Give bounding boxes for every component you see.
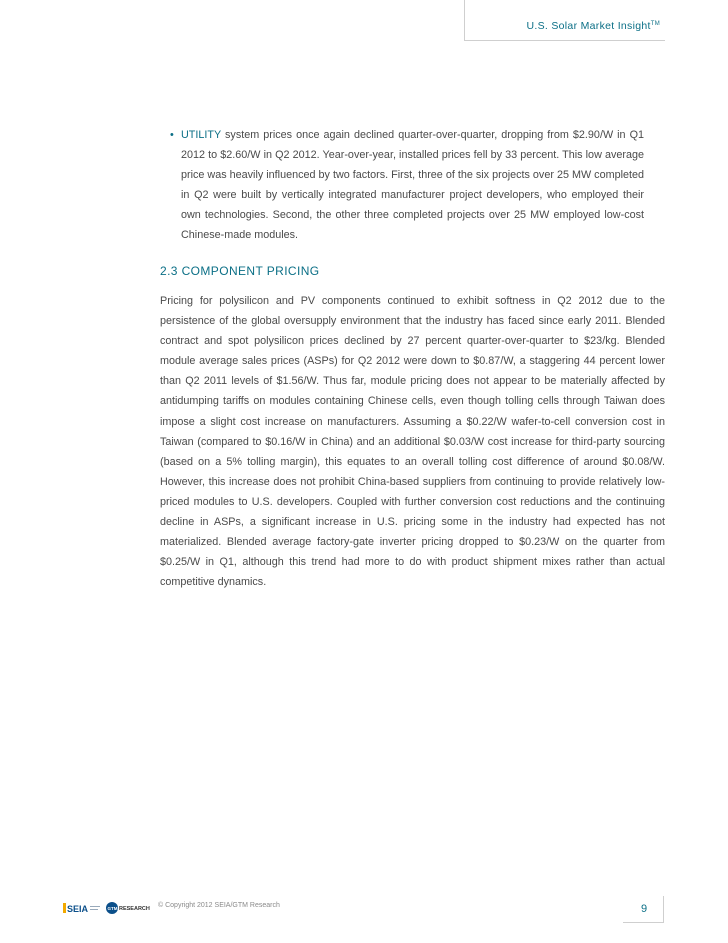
trademark-mark: TM bbox=[650, 21, 660, 27]
bullet-text bbox=[181, 125, 644, 245]
page-number-divider-vertical bbox=[663, 896, 664, 922]
seia-logo-icon bbox=[62, 902, 100, 914]
page-number-divider-horizontal bbox=[623, 922, 664, 923]
running-header bbox=[527, 20, 660, 32]
copyright-text: © Copyright 2012 SEIA/GTM Research bbox=[158, 902, 280, 909]
bullet-dot-icon: • bbox=[170, 129, 174, 141]
header-divider-horizontal bbox=[464, 40, 665, 41]
bullet-keyword: UTILITY bbox=[181, 129, 221, 141]
section-paragraph: Pricing for polysilicon and PV components continued to exhibit softness in Q2 2012 due to the persistence of the global oversupply environment that the industry has faced since early 2011. Blended contract and spot polysilicon prices declined by 27 percent quarter-over-quarter to $23/kg. Blended module average sales prices (ASPs) for Q2 2012 were down to $0.87/W, a staggering 44 percent lower than Q2 2011 levels of $1.56/W. Thus far, module pricing does not appear to be materially affected by antidumping tariffs on modules containing Chinese cells, even though tolling cells through Taiwan does impose a slight cost increase on manufacturers. Assuming a $0.22/W wafer-to-cell conversion cost in Taiwan (compared to $0.16/W in China) and an additional $0.03/W cost increase for third-party sourcing (based on a 5% tolling margin), this equates to an overall tolling cost difference of around $0.08/W. However, this increase does not prohibit China-based suppliers from continuing to provide relatively low-priced modules to U.S. developers. Coupled with further conversion cost reductions and the continuing decline in ASPs, a significant increase in U.S. pricing some in the industry had expected has not materialized. Blended average factory-gate inverter pricing dropped to $0.23/W on the quarter from $0.25/W in Q1, although this trend had more to do with product shipment mixes rather than actual competitive dynamics. bbox=[160, 295, 665, 589]
bullet-body: system prices once again declined quarter-over-quarter, dropping from $2.90/W in Q1 2012 to $2.60/W in Q2 2012. Year-over-year, installed prices fell by 33 percent. This low average price was heavily influenced by two factors. First, three of the six projects over 25 MW completed in Q2 were built by vertically integrated manufacturer project developers, who employed their own technologies. Second, the other three completed projects over 25 MW employed low-cost Chinese-made modules. bbox=[181, 129, 644, 241]
running-header-title: U.S. Solar Market Insight bbox=[526, 20, 651, 32]
page-number: 9 bbox=[641, 903, 648, 915]
svg-text:GTM: GTM bbox=[107, 906, 118, 911]
header-divider-vertical bbox=[464, 0, 465, 40]
svg-text:SEIA: SEIA bbox=[67, 904, 89, 914]
footer-logos bbox=[62, 900, 150, 916]
svg-text:RESEARCH: RESEARCH bbox=[119, 906, 150, 912]
utility-bullet bbox=[170, 125, 644, 245]
section-title: 2.3 COMPONENT PRICING bbox=[160, 264, 320, 278]
gtm-research-logo-icon bbox=[106, 902, 150, 914]
